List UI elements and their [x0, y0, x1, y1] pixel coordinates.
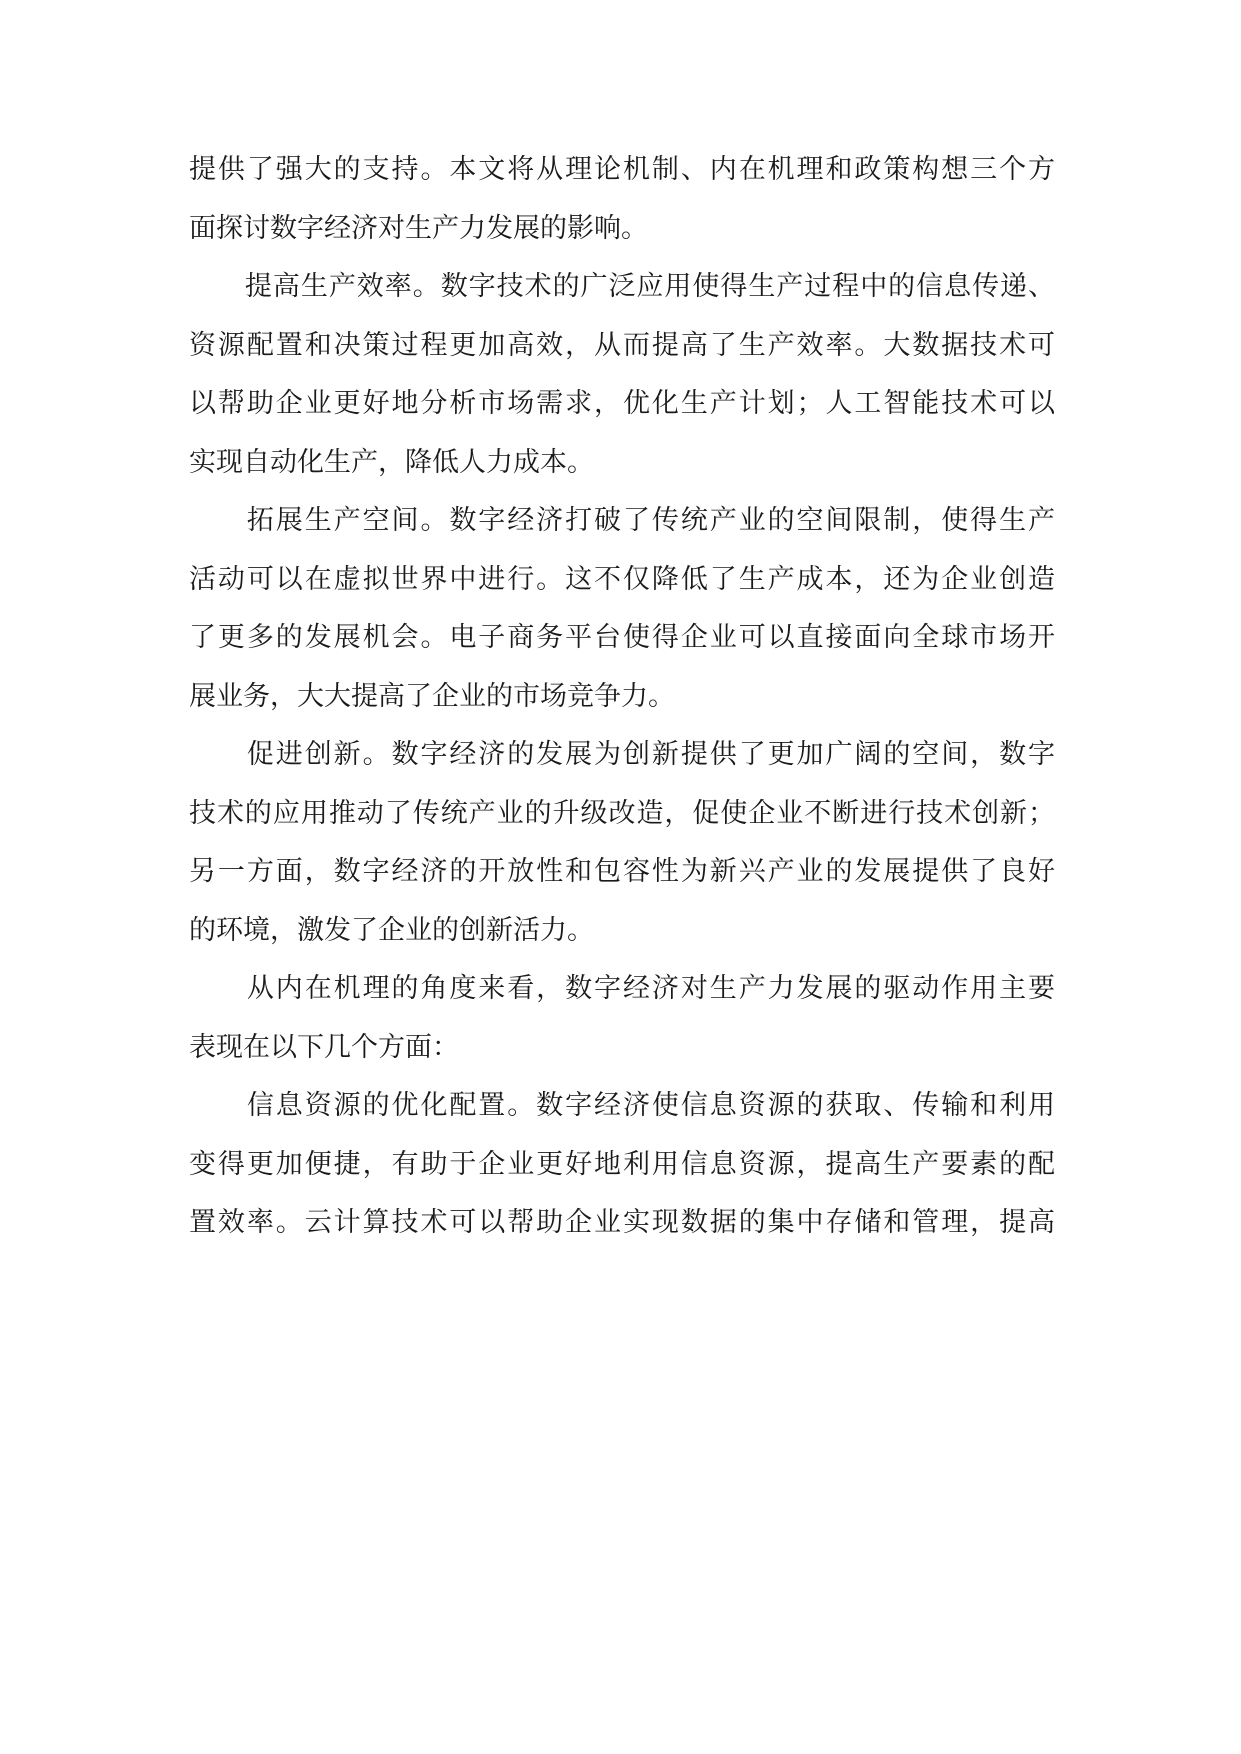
text-line: 以帮助企业更好地分析市场需求，优化生产计划；人工智能技术可以 [189, 388, 1055, 419]
paragraph-3 [189, 492, 1055, 726]
text-line: 提高生产效率。数字技术的广泛应用使得生产过程中的信息传递、 [189, 271, 1055, 302]
text-line: 拓展生产空间。数字经济打破了传统产业的空间限制，使得生产 [189, 505, 1055, 536]
paragraph-2 [189, 258, 1055, 492]
paragraph-5 [189, 960, 1055, 1077]
text-line: 变得更加便捷，有助于企业更好地利用信息资源，提高生产要素的配 [189, 1148, 1055, 1180]
text-line: 技术的应用推动了传统产业的升级改造，促使企业不断进行技术创新； [189, 797, 1055, 829]
text-line: 信息资源的优化配置。数字经济使信息资源的获取、传输和利用 [189, 1090, 1055, 1121]
paragraph-4 [189, 726, 1055, 960]
text-line: 置效率。云计算技术可以帮助企业实现数据的集中存储和管理，提高 [189, 1207, 1055, 1238]
text-line: 了更多的发展机会。电子商务平台使得企业可以直接面向全球市场开 [189, 622, 1055, 653]
text-line: 活动可以在虚拟世界中进行。这不仅降低了生产成本，还为企业创造 [189, 563, 1055, 595]
text-line: 展业务，大大提高了企业的市场竞争力。 [189, 680, 675, 712]
text-line: 另一方面，数字经济的开放性和包容性为新兴产业的发展提供了良好 [189, 856, 1055, 887]
text-line: 实现自动化生产，降低人力成本。 [189, 446, 594, 478]
text-line: 面探讨数字经济对生产力发展的影响。 [189, 212, 648, 244]
text-line: 从内在机理的角度来看，数字经济对生产力发展的驱动作用主要 [189, 973, 1055, 1004]
document-body [189, 141, 1055, 1253]
text-line: 表现在以下几个方面： [189, 1031, 459, 1063]
text-line: 资源配置和决策过程更加高效，从而提高了生产效率。大数据技术可 [189, 329, 1055, 361]
paragraph-6 [189, 1077, 1055, 1253]
text-line: 促进创新。数字经济的发展为创新提供了更加广阔的空间，数字 [189, 739, 1055, 770]
text-line: 提供了强大的支持。本文将从理论机制、内在机理和政策构想三个方 [189, 154, 1055, 185]
text-line: 的环境，激发了企业的创新活力。 [189, 914, 594, 946]
paragraph-1 [189, 141, 1055, 258]
